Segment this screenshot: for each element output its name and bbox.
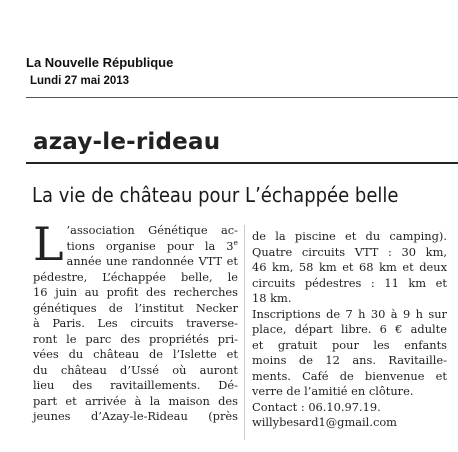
ordinal-suffix: e [233,237,238,247]
column-divider [244,225,245,440]
text-line: du château d’Ussé où auront [33,362,238,377]
text-line: à Paris. Les circuits traverse- [33,316,238,330]
text-line [33,239,238,255]
text-line: pédestre, L’échappée belle, le [33,269,238,284]
header-rule [26,97,458,98]
text-line: 16 juin au profit des recherches [33,285,238,299]
text-line: lieu des ravitaillements. Dé- [33,378,238,392]
text-line: part et arrivée à la maison des [33,393,238,408]
text-line: ront le parc des propriétés pri- [33,331,238,346]
article-column-left [33,217,238,425]
text-line: de la piscine et du camping). [252,229,447,243]
text-line: moins de 12 ans. Ravitaille- [252,353,447,367]
text-line: et gratuit pour les enfants [252,337,447,352]
text-line: 18 km. [252,291,292,305]
text-line-part: tions organise pour la [66,238,216,253]
text-line: génétiques de l’institut Necker [33,300,238,315]
ordinal-number: 3 [226,238,234,253]
publication-date: Lundi 27 mai 2013 [30,75,130,87]
text-line: Quatre circuits VTT : 30 km, [252,244,447,259]
contact-phone: Contact : 06.10.97.19. [252,399,381,414]
text-line: ments. Café de bienvenue et [252,368,447,383]
contact-email: willybesard1@gmail.com [252,415,397,429]
text-line: vées du château de l’Islette et [33,347,238,361]
text-line: ’association Génétique ac- [66,223,238,237]
article-headline: La vie de château pour L’échappée belle [32,183,399,207]
section-rule [26,162,458,164]
text-line: verre de l’amitié en clôture. [252,384,414,398]
newspaper-masthead: La Nouvelle République [26,55,174,70]
text-line: place, départ libre. 6 € adulte [252,322,447,336]
article-column-right [252,229,447,431]
text-line: Inscriptions de 7 h 30 à 9 h sur [252,306,447,321]
text-line: 46 km, 58 km et 68 km et deux [252,260,447,274]
drop-cap: L [33,217,64,271]
text-line: circuits pédestres : 11 km et [252,275,447,290]
text-line: jeunes d’Azay-le-Rideau (près [33,409,238,423]
text-line: année une randonnée VTT et [66,254,238,268]
section-title: azay-le-rideau [33,129,221,155]
